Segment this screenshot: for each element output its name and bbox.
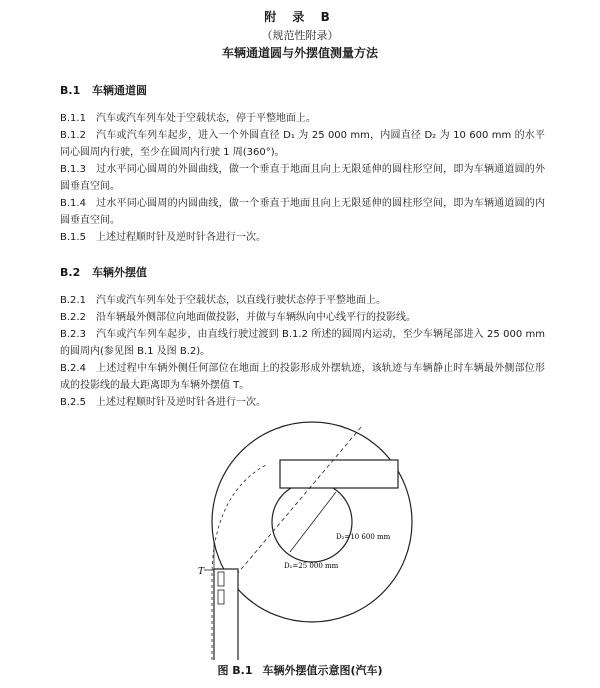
d1-label: D₁=25 000 mm — [284, 562, 339, 570]
vehicle-body — [280, 460, 398, 488]
paragraph-b2-3: B.2.3 汽车或汽车列车起步，由直线行驶过渡到 B.1.2 所述的圆周内运动，至少车辆尾部进入 25 000 mm 的圆周内(参见图 B.1 及图 B.2)。 — [60, 329, 545, 357]
outer-circle — [212, 422, 412, 622]
normative-note: （规范性附录） — [261, 29, 339, 42]
paragraph-b2-5: B.2.5 上述过程顺时针及逆时针各进行一次。 — [60, 397, 266, 408]
appendix-title: 车辆通道圆与外摆值测量方法 — [221, 46, 378, 60]
figure-caption: 图 B.1 车辆外摆值示意图(汽车) — [217, 664, 383, 677]
paragraph-b2-4: B.2.4 上述过程中车辆外侧任何部位在地面上的投影形成外摆轨迹，该轨迹与车辆静止时车辆最外侧部位形成的投影线的最大距离即为车辆外摆值 T。 — [60, 363, 545, 391]
d2-diameter-line — [290, 492, 336, 552]
vehicle-wheel-upper — [218, 572, 224, 586]
paragraph-b2-1: B.2.1 汽车或汽车列车处于空载状态，以直线行驶状态停于平整地面上。 — [60, 295, 386, 306]
appendix-heading: 附 录 B — [264, 10, 336, 24]
d2-label: D₂=10 600 mm — [336, 533, 391, 541]
paragraph-b1-4: B.1.4 过水平同心圆周的内圆曲线，做一个垂直于地面且向上无限延伸的圆柱形空间，即为车辆通道圆的内圆垂直空间。 — [60, 198, 545, 226]
section-heading-b2: B.2 车辆外摆值 — [60, 266, 147, 279]
inner-circle — [272, 482, 352, 562]
vehicle-wheel-lower — [218, 590, 224, 604]
section-heading-b1: B.1 车辆通道圆 — [60, 84, 147, 97]
paragraph-b1-2: B.1.2 汽车或汽车列车起步，进入一个外圆直径 D₁ 为 25 000 mm，内圆直径 D₂ 为 10 600 mm 的水平同心圆周内行驶，至少在圆周内行驶 1 周(360°)。 — [60, 130, 545, 158]
paragraph-b1-3: B.1.3 过水平同心圆周的外圆曲线，做一个垂直于地面且向上无限延伸的圆柱形空间，即为车辆通道圆的外圆垂直空间。 — [60, 164, 545, 192]
paragraph-b1-1: B.1.1 汽车或汽车列车处于空载状态，停于平整地面上。 — [60, 113, 316, 124]
t-label: T — [198, 567, 205, 577]
paragraph-b2-2: B.2.2 沿车辆最外侧部位向地面做投影，并做与车辆纵向中心线平行的投影线。 — [60, 312, 416, 323]
figure-b1-diagram — [0, 412, 600, 660]
paragraph-b1-5: B.1.5 上述过程顺时针及逆时针各进行一次。 — [60, 232, 266, 243]
d1-diameter-line — [232, 426, 362, 580]
